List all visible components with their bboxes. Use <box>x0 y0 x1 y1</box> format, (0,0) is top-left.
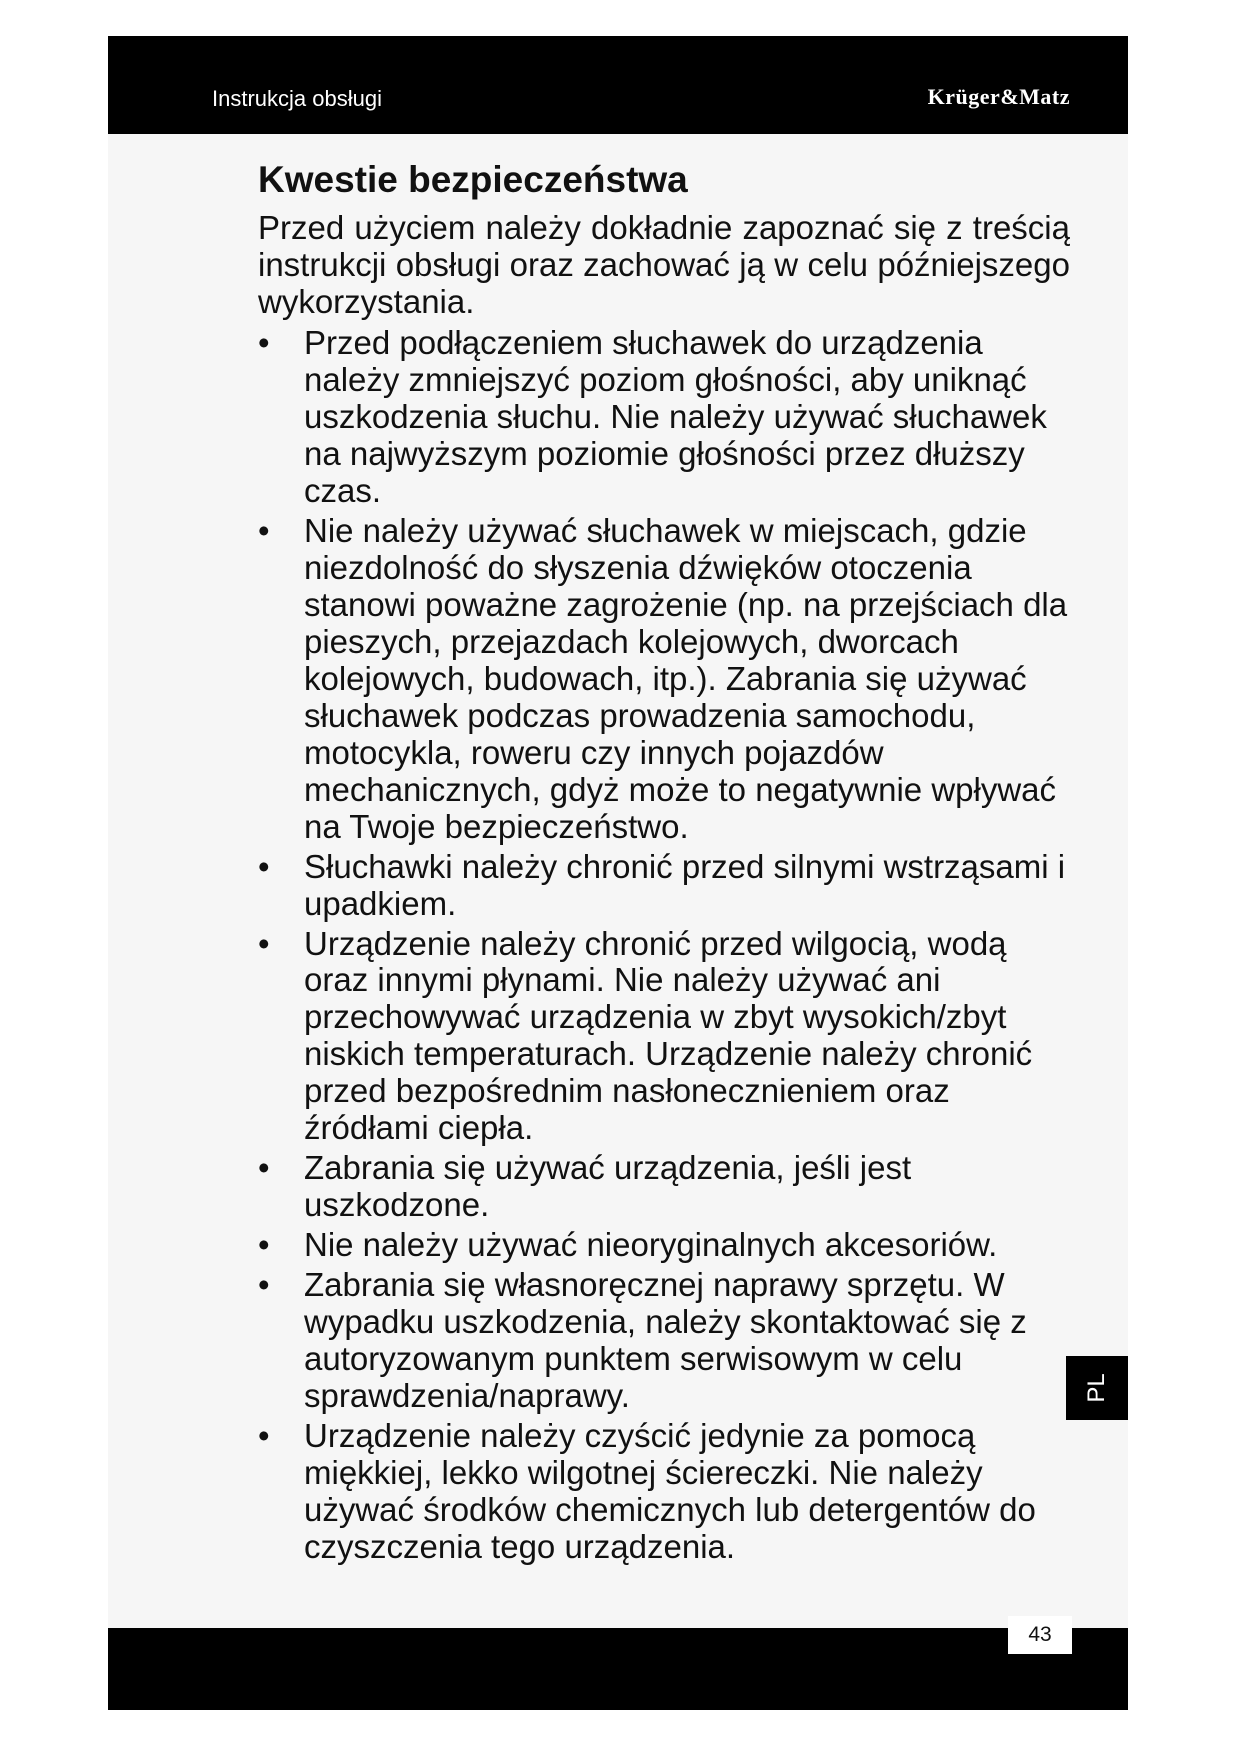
bullet-icon: • <box>258 1149 270 1187</box>
list-item <box>258 1267 1070 1415</box>
footer-bar <box>108 1628 1128 1710</box>
list-item-text: Nie należy używać nieoryginalnych akcesoriów. <box>304 1226 998 1264</box>
list-item-text: Słuchawki należy chronić przed silnymi wstrząsami i upadkiem. <box>304 847 1066 922</box>
list-item <box>258 926 1070 1148</box>
list-item <box>258 1227 1070 1264</box>
list-item-text: Nie należy używać słuchawek w miejscach, gdzie niezdolność do słyszenia dźwięków otoczenia stanowi poważne zagrożenie (np. na przejściach dla pieszych, przejazdach kolejowych, dworcach kolejowych, budowach, itp.). Zabrania się używać słuchawek podczas prowadzenia samochodu, motocykla, roweru czy innych pojazdów mechanicznych, gdyż może to negatywnie wpływać na Twoje bezpieczeństwo. <box>304 512 1068 845</box>
bullet-icon: • <box>258 512 270 550</box>
header-bar <box>108 36 1128 134</box>
list-item-text: Urządzenie należy chronić przed wilgocią, wodą oraz innymi płynami. Nie należy używać ani przechowywać urządzenia w zbyt wysokich/zbyt niskich temperaturach. Urządzenie należy chronić przed bezpośrednim nasłonecznieniem oraz źródłami ciepła. <box>304 924 1033 1147</box>
bullet-icon: • <box>258 847 270 885</box>
list-item-text: Zabrania się własnoręcznej naprawy sprzętu. W wypadku uszkodzenia, należy skontaktować się z autoryzowanym punktem serwisowym w celu sprawdzenia/naprawy. <box>304 1266 1027 1414</box>
list-item <box>258 1418 1070 1566</box>
page-number: 43 <box>1008 1616 1072 1654</box>
manual-title: Instrukcja obsługi <box>212 86 382 111</box>
brand-logo: Krüger&Matz <box>927 84 1070 109</box>
list-item <box>258 325 1070 510</box>
bullet-icon: • <box>258 1266 270 1304</box>
list-item <box>258 849 1070 923</box>
list-item-text: Zabrania się używać urządzenia, jeśli jest uszkodzone. <box>304 1149 912 1224</box>
language-label: PL <box>1083 1373 1110 1403</box>
list-item <box>258 513 1070 846</box>
bullet-icon: • <box>258 924 270 962</box>
list-item-text: Urządzenie należy czyścić jedynie za pomocą miękkiej, lekko wilgotnej ściereczki. Nie należy używać środków chemicznych lub detergentów do czyszczenia tego urządzenia. <box>304 1416 1036 1565</box>
intro-paragraph: Przed użyciem należy dokładnie zapoznać się z treścią instrukcji obsługi oraz zachować ją w celu późniejszego wykorzystania. <box>258 209 1070 321</box>
safety-list <box>258 325 1070 1565</box>
bullet-icon: • <box>258 1416 270 1454</box>
content-area <box>258 158 1070 1569</box>
bullet-icon: • <box>258 324 270 362</box>
language-tab <box>1066 1356 1128 1420</box>
page-title: Kwestie bezpieczeństwa <box>258 159 688 200</box>
list-item-text: Przed podłączeniem słuchawek do urządzenia należy zmniejszyć poziom głośności, aby uniknąć uszkodzenia słuchu. Nie należy używać słuchawek na najwyższym poziomie głośności przez dłuższy czas. <box>304 324 1047 510</box>
list-item <box>258 1150 1070 1224</box>
bullet-icon: • <box>258 1226 270 1264</box>
